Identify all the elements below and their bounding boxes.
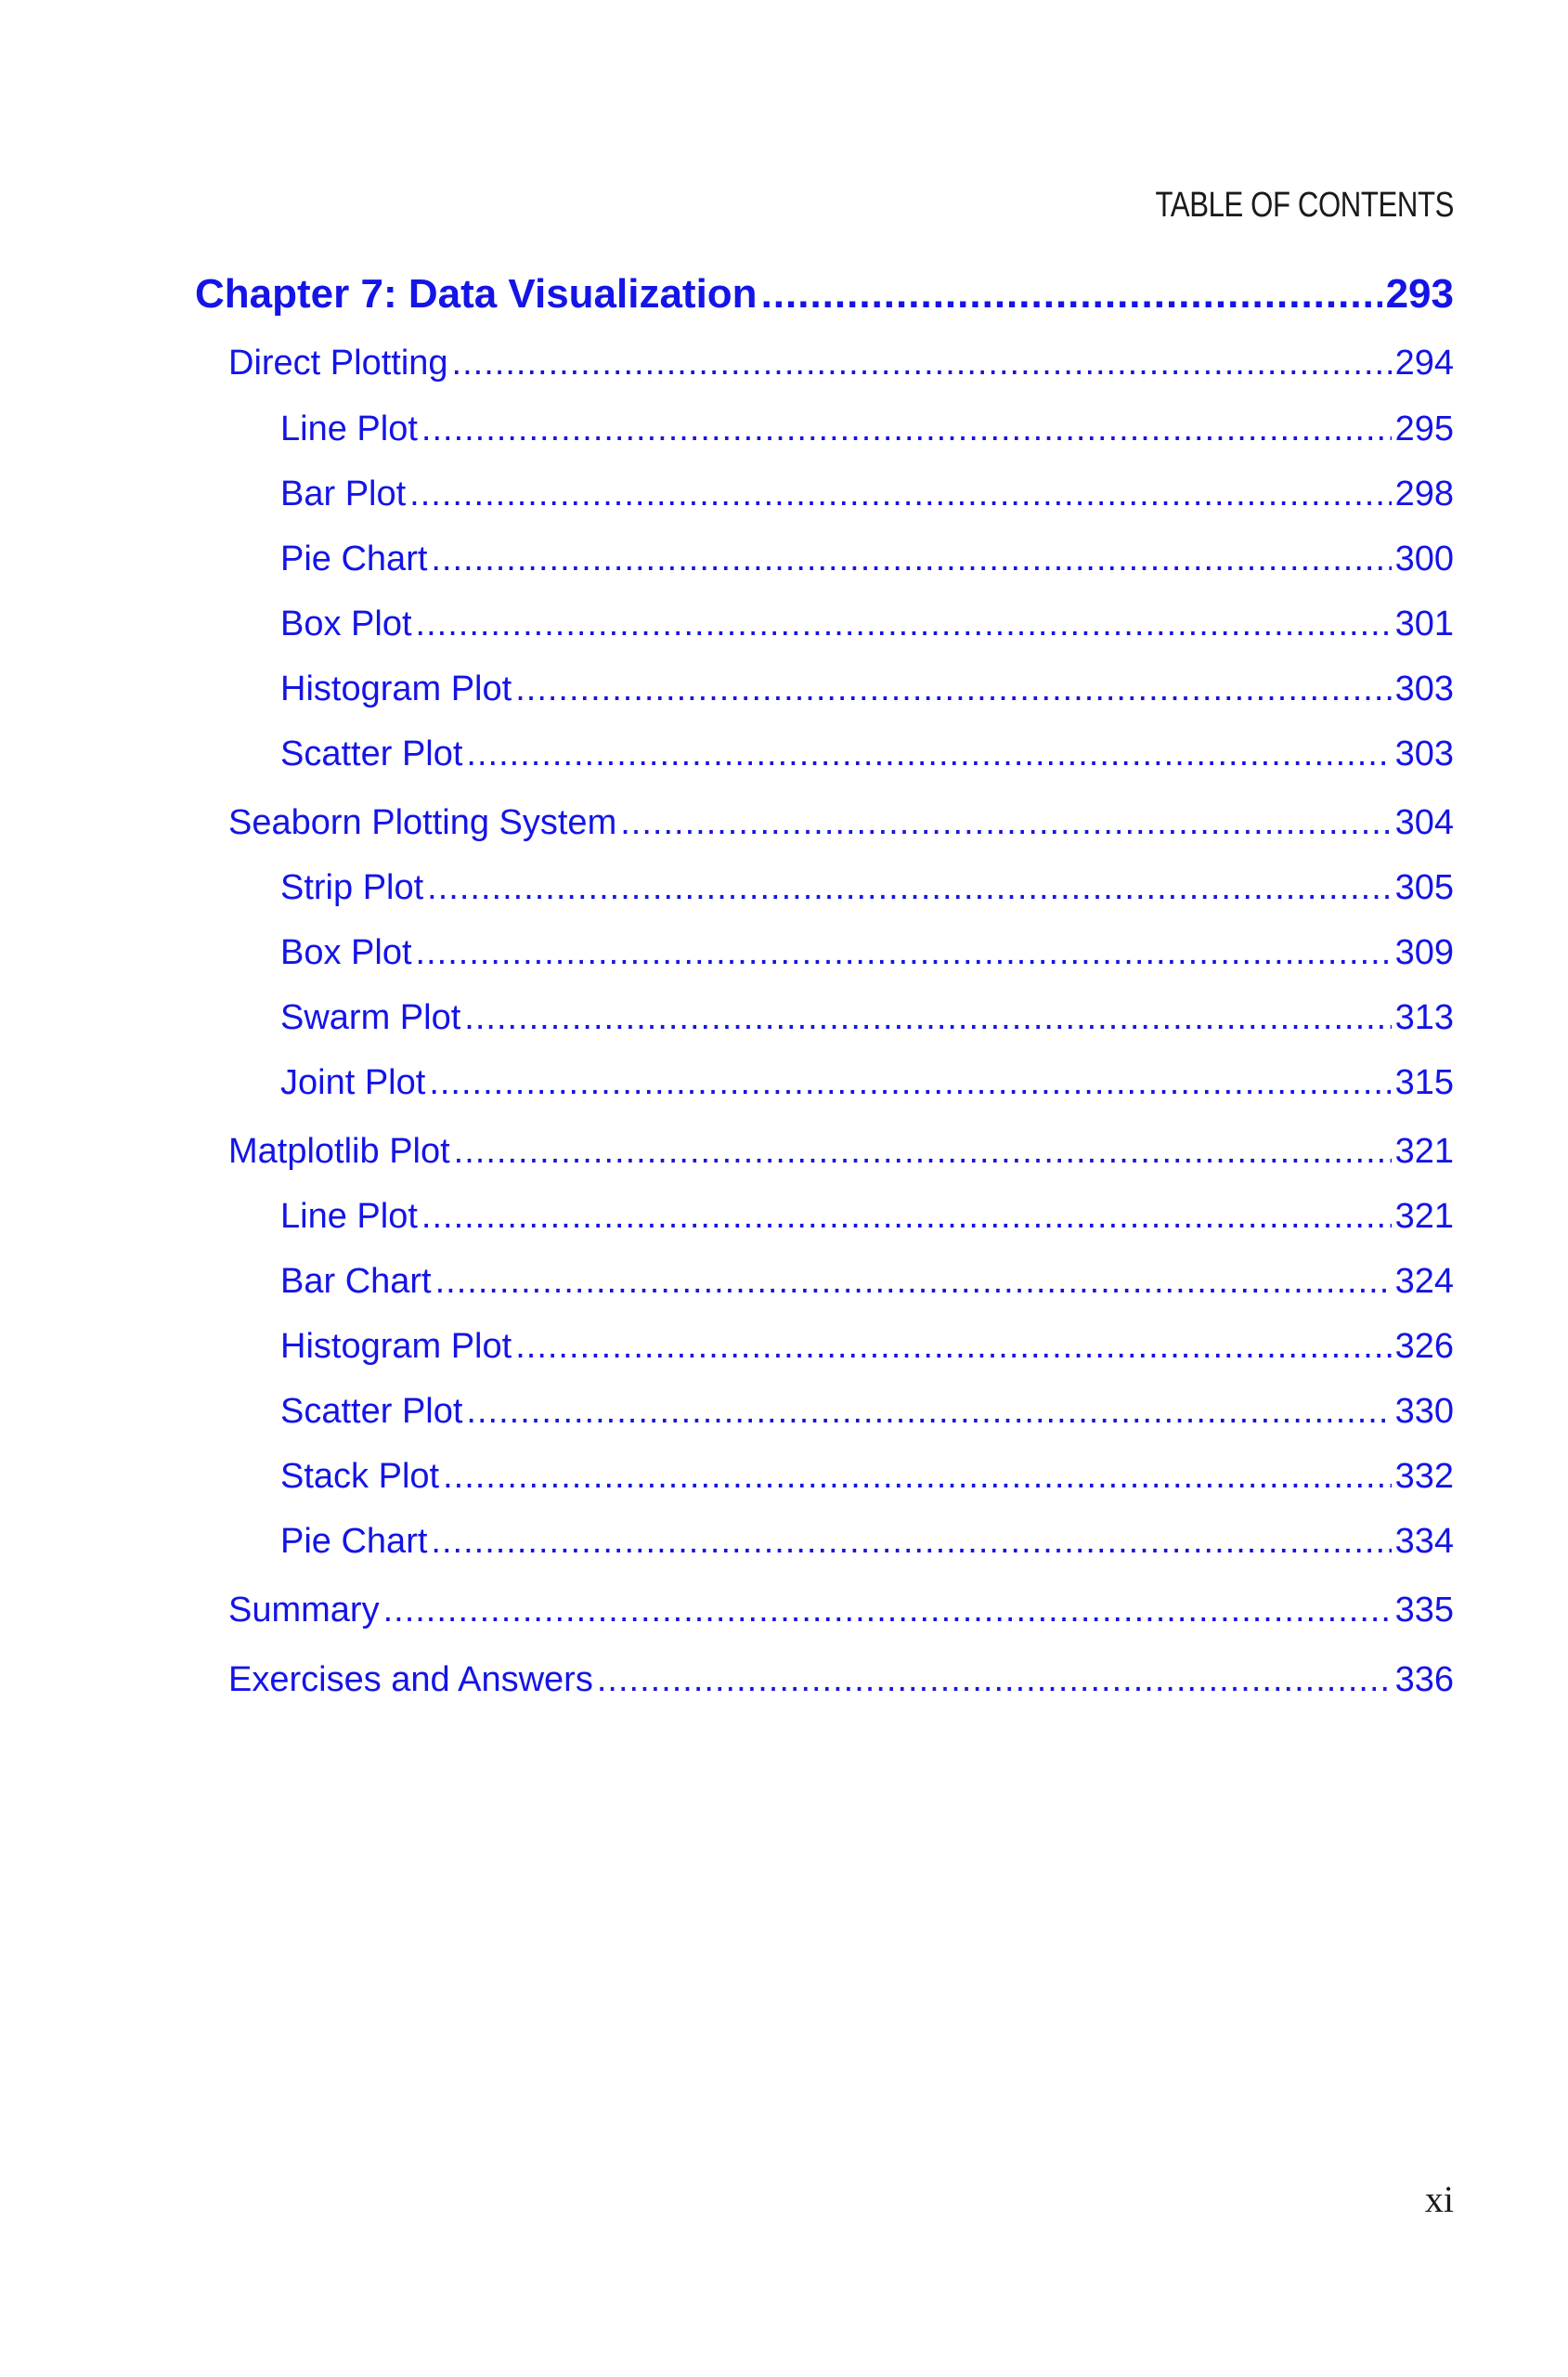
toc-entry-label: Histogram Plot [280,1327,512,1366]
toc-entry-link[interactable] [280,998,1454,1045]
toc-entry-label: Pie Chart [280,539,428,578]
dot-leader [454,1132,1392,1172]
toc-entry-label: Matplotlib Plot [228,1132,450,1171]
dot-leader [515,669,1391,709]
dot-leader [427,868,1391,908]
toc-entry-label: Pie Chart [280,1522,428,1561]
toc-entry-link[interactable] [280,1197,1454,1243]
toc-entry-label: Swarm Plot [280,998,461,1037]
toc-entry-label: Summary [228,1591,380,1630]
toc-chapter-page: 293 [1385,271,1454,317]
dot-leader [421,409,1392,449]
toc-entry-page: 336 [1394,1660,1454,1699]
dot-leader [515,1327,1391,1367]
toc-entry-page: 301 [1394,604,1454,643]
toc-entry-label: Box Plot [280,933,412,972]
toc-entry-link[interactable] [280,1457,1454,1503]
toc-entry-label: Bar Chart [280,1262,432,1301]
dot-leader [443,1457,1392,1497]
toc-entry-link[interactable] [280,669,1454,716]
dot-leader [452,344,1392,383]
toc-entry-label: Box Plot [280,604,412,643]
toc-entry-link[interactable] [280,409,1454,456]
toc-entry-label: Scatter Plot [280,1392,463,1431]
dot-leader [383,1591,1392,1630]
toc-entry-page: 309 [1394,933,1454,972]
toc-entry-page: 300 [1394,539,1454,578]
toc-entry-label: Joint Plot [280,1063,426,1102]
toc-entry-label: Seaborn Plotting System [228,803,617,842]
toc-entry-page: 321 [1394,1132,1454,1171]
toc-chapter-link[interactable] [195,271,1454,327]
dot-leader [466,734,1391,774]
toc-entry-link[interactable] [228,344,1454,390]
running-head: TABLE OF CONTENTS [1155,186,1454,225]
toc-entry-page: 332 [1394,1457,1454,1496]
toc-entry-page: 294 [1394,344,1454,383]
toc-chapter-label: Chapter 7: Data Visualization [195,271,758,317]
toc-entry-page: 324 [1394,1262,1454,1301]
toc-entry-link[interactable] [280,1063,1454,1110]
dot-leader [466,1392,1391,1432]
dot-leader [409,474,1391,514]
toc-entry-label: Stack Plot [280,1457,440,1496]
toc-entry-link[interactable] [280,868,1454,915]
dot-leader [761,271,1382,318]
toc-entry-link[interactable] [280,734,1454,781]
toc-entry-link[interactable] [280,474,1454,521]
toc-entry-page: 304 [1394,803,1454,842]
toc-entry-page: 326 [1394,1327,1454,1366]
toc-entry-label: Histogram Plot [280,669,512,708]
toc-entry-link[interactable] [280,539,1454,586]
dot-leader [416,604,1392,644]
toc-entry-link[interactable] [280,1327,1454,1373]
toc-entry-label: Line Plot [280,1197,418,1236]
toc-entry-link[interactable] [228,1132,1454,1178]
dot-leader [620,803,1391,843]
toc-entry-link[interactable] [228,1660,1454,1707]
toc-entry-label: Scatter Plot [280,734,463,773]
dot-leader [464,998,1391,1038]
toc-entry-label: Line Plot [280,409,418,448]
toc-entry-page: 305 [1394,868,1454,907]
page-number: xi [1424,2178,1454,2220]
toc-entry-page: 330 [1394,1392,1454,1431]
toc-entry-page: 321 [1394,1197,1454,1236]
toc-entry-page: 315 [1394,1063,1454,1102]
dot-leader [416,933,1392,973]
toc-entry-page: 335 [1394,1591,1454,1630]
toc-entry-page: 303 [1394,669,1454,708]
toc-entry-label: Direct Plotting [228,344,448,383]
toc-entry-link[interactable] [280,1262,1454,1308]
toc-entry-page: 313 [1394,998,1454,1037]
toc-entry-label: Exercises and Answers [228,1660,593,1699]
toc-entry-label: Strip Plot [280,868,424,907]
toc-entry-page: 303 [1394,734,1454,773]
toc-entry-link[interactable] [280,1522,1454,1568]
toc-entry-link[interactable] [280,1392,1454,1438]
dot-leader [421,1197,1392,1237]
toc-entry-label: Bar Plot [280,474,407,513]
dot-leader [597,1660,1392,1700]
toc-entry-link[interactable] [280,604,1454,651]
dot-leader [431,1522,1391,1562]
toc-entry-link[interactable] [280,933,1454,980]
toc-entry-page: 295 [1394,409,1454,448]
dot-leader [429,1063,1391,1103]
dot-leader [431,539,1391,579]
toc-entry-link[interactable] [228,803,1454,850]
toc-entry-page: 334 [1394,1522,1454,1561]
toc-entry-page: 298 [1394,474,1454,513]
dot-leader [435,1262,1392,1302]
toc-entry-link[interactable] [228,1591,1454,1637]
